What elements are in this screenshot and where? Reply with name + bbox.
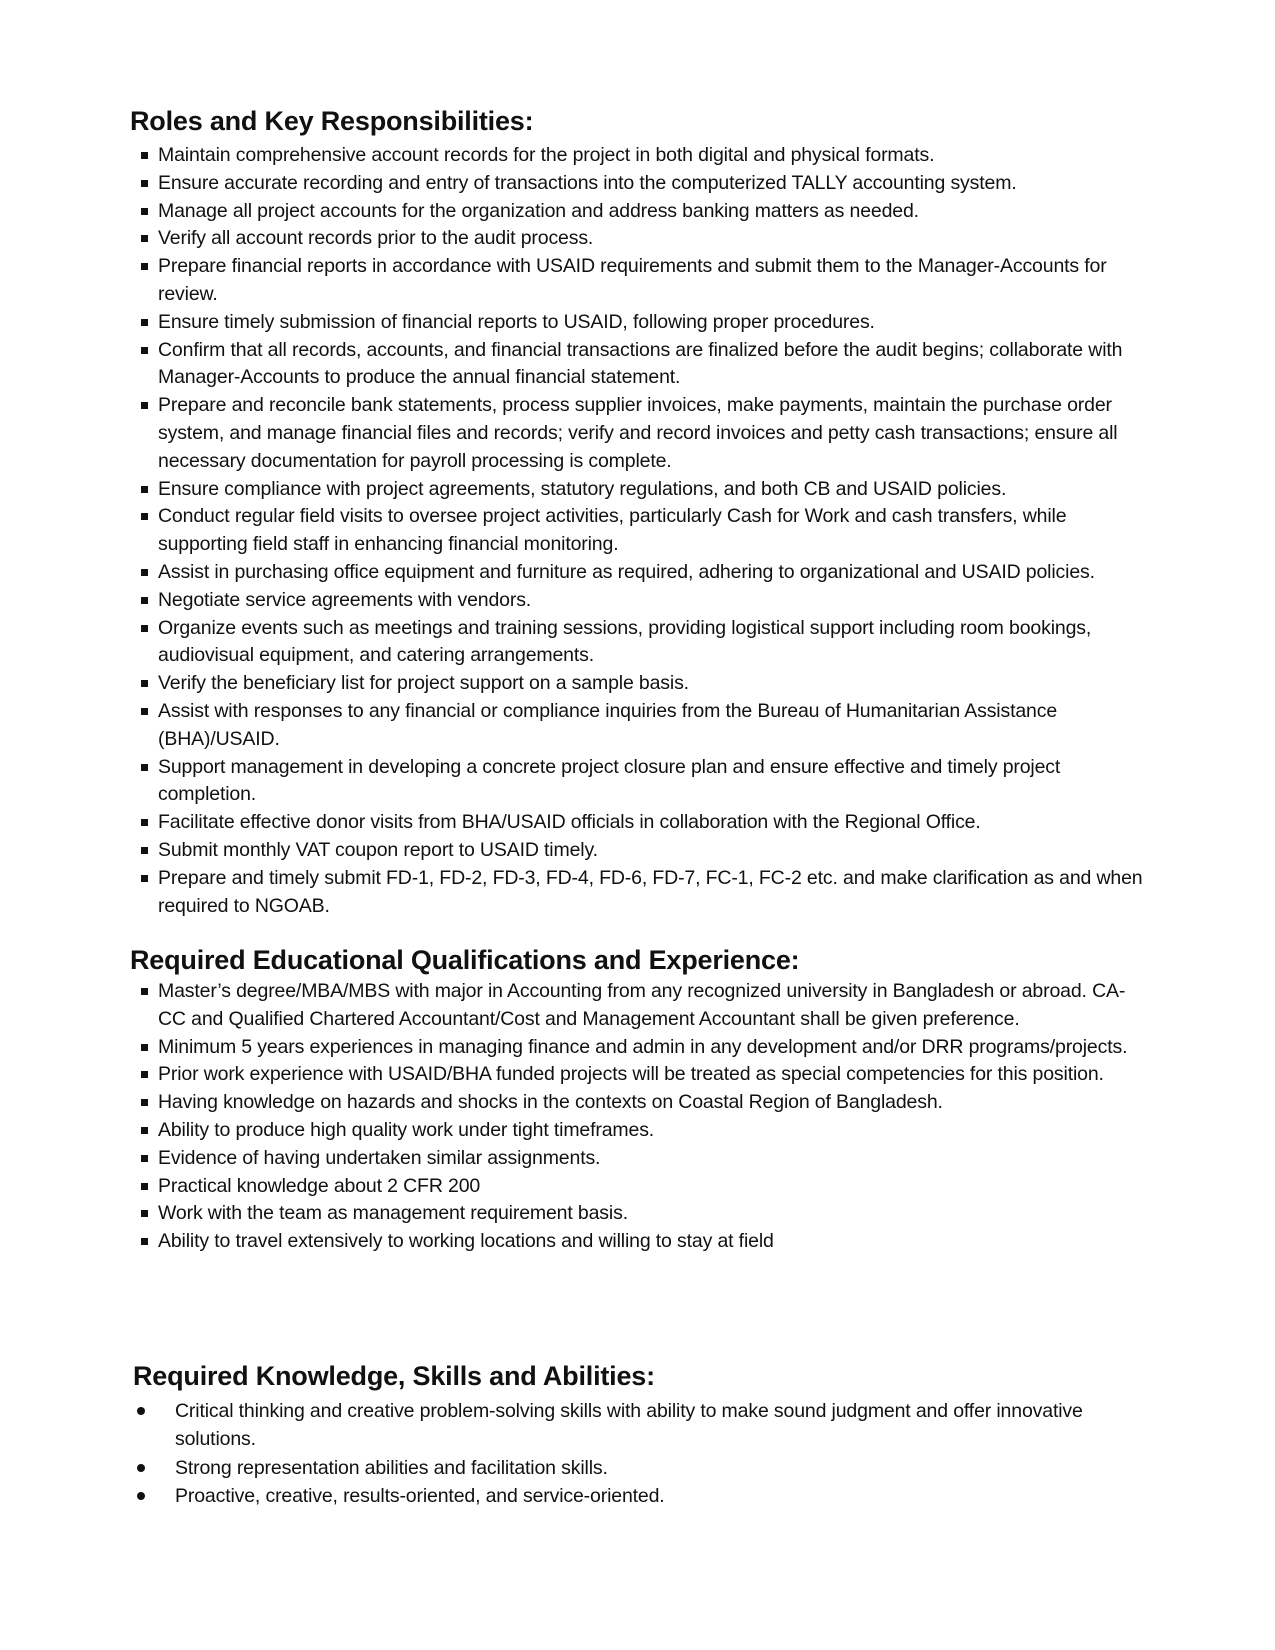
roles-section	[130, 105, 1150, 920]
square-bullet-icon	[141, 680, 148, 687]
square-bullet-icon	[141, 708, 148, 715]
list-item: Master’s degree/MBA/MBS with major in Accounting from any recognized university in Bangladesh or abroad. CA-CC and Qualified Chartered Accountant/Cost and Management Accountant shall be given preference.	[130, 978, 1150, 1034]
skills-section	[133, 1360, 1153, 1511]
education-list	[130, 978, 1150, 1256]
square-bullet-icon	[141, 1210, 148, 1217]
square-bullet-icon	[141, 847, 148, 854]
square-bullet-icon	[141, 819, 148, 826]
list-item: Facilitate effective donor visits from BHA/USAID officials in collaboration with the Regional Office.	[130, 809, 1150, 837]
list-item: Minimum 5 years experiences in managing finance and admin in any development and/or DRR programs/projects.	[130, 1034, 1150, 1062]
square-bullet-icon	[141, 319, 148, 326]
list-item: Strong representation abilities and facilitation skills.	[133, 1454, 1153, 1482]
list-item: Critical thinking and creative problem-solving skills with ability to make sound judgment and offer innovative solutions.	[133, 1397, 1153, 1454]
square-bullet-icon	[141, 347, 148, 354]
list-item: Verify the beneficiary list for project support on a sample basis.	[130, 670, 1150, 698]
list-item: Conduct regular field visits to oversee project activities, particularly Cash for Work and cash transfers, while supporting field staff in enhancing financial monitoring.	[130, 503, 1150, 559]
roles-list	[130, 142, 1150, 920]
square-bullet-icon	[141, 1099, 148, 1106]
list-item: Support management in developing a concrete project closure plan and ensure effective and timely project completion.	[130, 754, 1150, 810]
square-bullet-icon	[141, 1238, 148, 1245]
list-item: Practical knowledge about 2 CFR 200	[130, 1173, 1150, 1201]
list-item: Manage all project accounts for the organization and address banking matters as needed.	[130, 198, 1150, 226]
list-item: Having knowledge on hazards and shocks in the contexts on Coastal Region of Bangladesh.	[130, 1089, 1150, 1117]
square-bullet-icon	[141, 180, 148, 187]
square-bullet-icon	[141, 235, 148, 242]
square-bullet-icon	[141, 402, 148, 409]
square-bullet-icon	[141, 597, 148, 604]
square-bullet-icon	[141, 263, 148, 270]
square-bullet-icon	[141, 208, 148, 215]
list-item: Confirm that all records, accounts, and financial transactions are finalized before the audit begins; collaborate with Manager-Accounts to produce the annual financial statement.	[130, 337, 1150, 393]
square-bullet-icon	[141, 1183, 148, 1190]
list-item: Proactive, creative, results-oriented, and service-oriented.	[133, 1482, 1153, 1510]
square-bullet-icon	[141, 486, 148, 493]
list-item: Assist with responses to any financial or compliance inquiries from the Bureau of Humanitarian Assistance (BHA)/USAID.	[130, 698, 1150, 754]
square-bullet-icon	[141, 1071, 148, 1078]
square-bullet-icon	[141, 1155, 148, 1162]
list-item: Prior work experience with USAID/BHA funded projects will be treated as special competencies for this position.	[130, 1061, 1150, 1089]
education-heading: Required Educational Qualifications and Experience:	[130, 945, 800, 975]
list-item: Assist in purchasing office equipment and furniture as required, adhering to organizational and USAID policies.	[130, 559, 1150, 587]
round-bullet-icon	[137, 1464, 145, 1472]
list-item: Maintain comprehensive account records for the project in both digital and physical formats.	[130, 142, 1150, 170]
square-bullet-icon	[141, 1127, 148, 1134]
list-item: Submit monthly VAT coupon report to USAID timely.	[130, 837, 1150, 865]
skills-list	[133, 1397, 1153, 1511]
list-item: Evidence of having undertaken similar assignments.	[130, 1145, 1150, 1173]
list-item: Ability to produce high quality work under tight timeframes.	[130, 1117, 1150, 1145]
list-item: Prepare financial reports in accordance with USAID requirements and submit them to the Manager-Accounts for review.	[130, 253, 1150, 309]
list-item: Ensure compliance with project agreements, statutory regulations, and both CB and USAID policies.	[130, 476, 1150, 504]
list-item: Ability to travel extensively to working locations and willing to stay at field	[130, 1228, 1150, 1256]
square-bullet-icon	[141, 1044, 148, 1051]
list-item: Ensure accurate recording and entry of transactions into the computerized TALLY accounting system.	[130, 170, 1150, 198]
list-item: Prepare and reconcile bank statements, process supplier invoices, make payments, maintain the purchase order system, and manage financial files and records; verify and record invoices and petty cash transactions; ensure all necessary documentation for payroll processing is complete.	[130, 392, 1150, 475]
list-item: Verify all account records prior to the audit process.	[130, 225, 1150, 253]
education-section	[130, 944, 1150, 1256]
round-bullet-icon	[137, 1492, 145, 1500]
square-bullet-icon	[141, 513, 148, 520]
square-bullet-icon	[141, 625, 148, 632]
list-item: Organize events such as meetings and training sessions, providing logistical support including room bookings, audiovisual equipment, and catering arrangements.	[130, 615, 1150, 671]
list-item: Ensure timely submission of financial reports to USAID, following proper procedures.	[130, 309, 1150, 337]
round-bullet-icon	[137, 1407, 145, 1415]
list-item: Work with the team as management requirement basis.	[130, 1200, 1150, 1228]
square-bullet-icon	[141, 764, 148, 771]
roles-heading: Roles and Key Responsibilities:	[130, 106, 534, 136]
square-bullet-icon	[141, 875, 148, 882]
square-bullet-icon	[141, 569, 148, 576]
list-item: Prepare and timely submit FD-1, FD-2, FD-3, FD-4, FD-6, FD-7, FC-1, FC-2 etc. and make clarification as and when required to NGOAB.	[130, 865, 1150, 921]
skills-heading: Required Knowledge, Skills and Abilities:	[133, 1361, 655, 1391]
square-bullet-icon	[141, 988, 148, 995]
square-bullet-icon	[141, 152, 148, 159]
list-item: Negotiate service agreements with vendors.	[130, 587, 1150, 615]
